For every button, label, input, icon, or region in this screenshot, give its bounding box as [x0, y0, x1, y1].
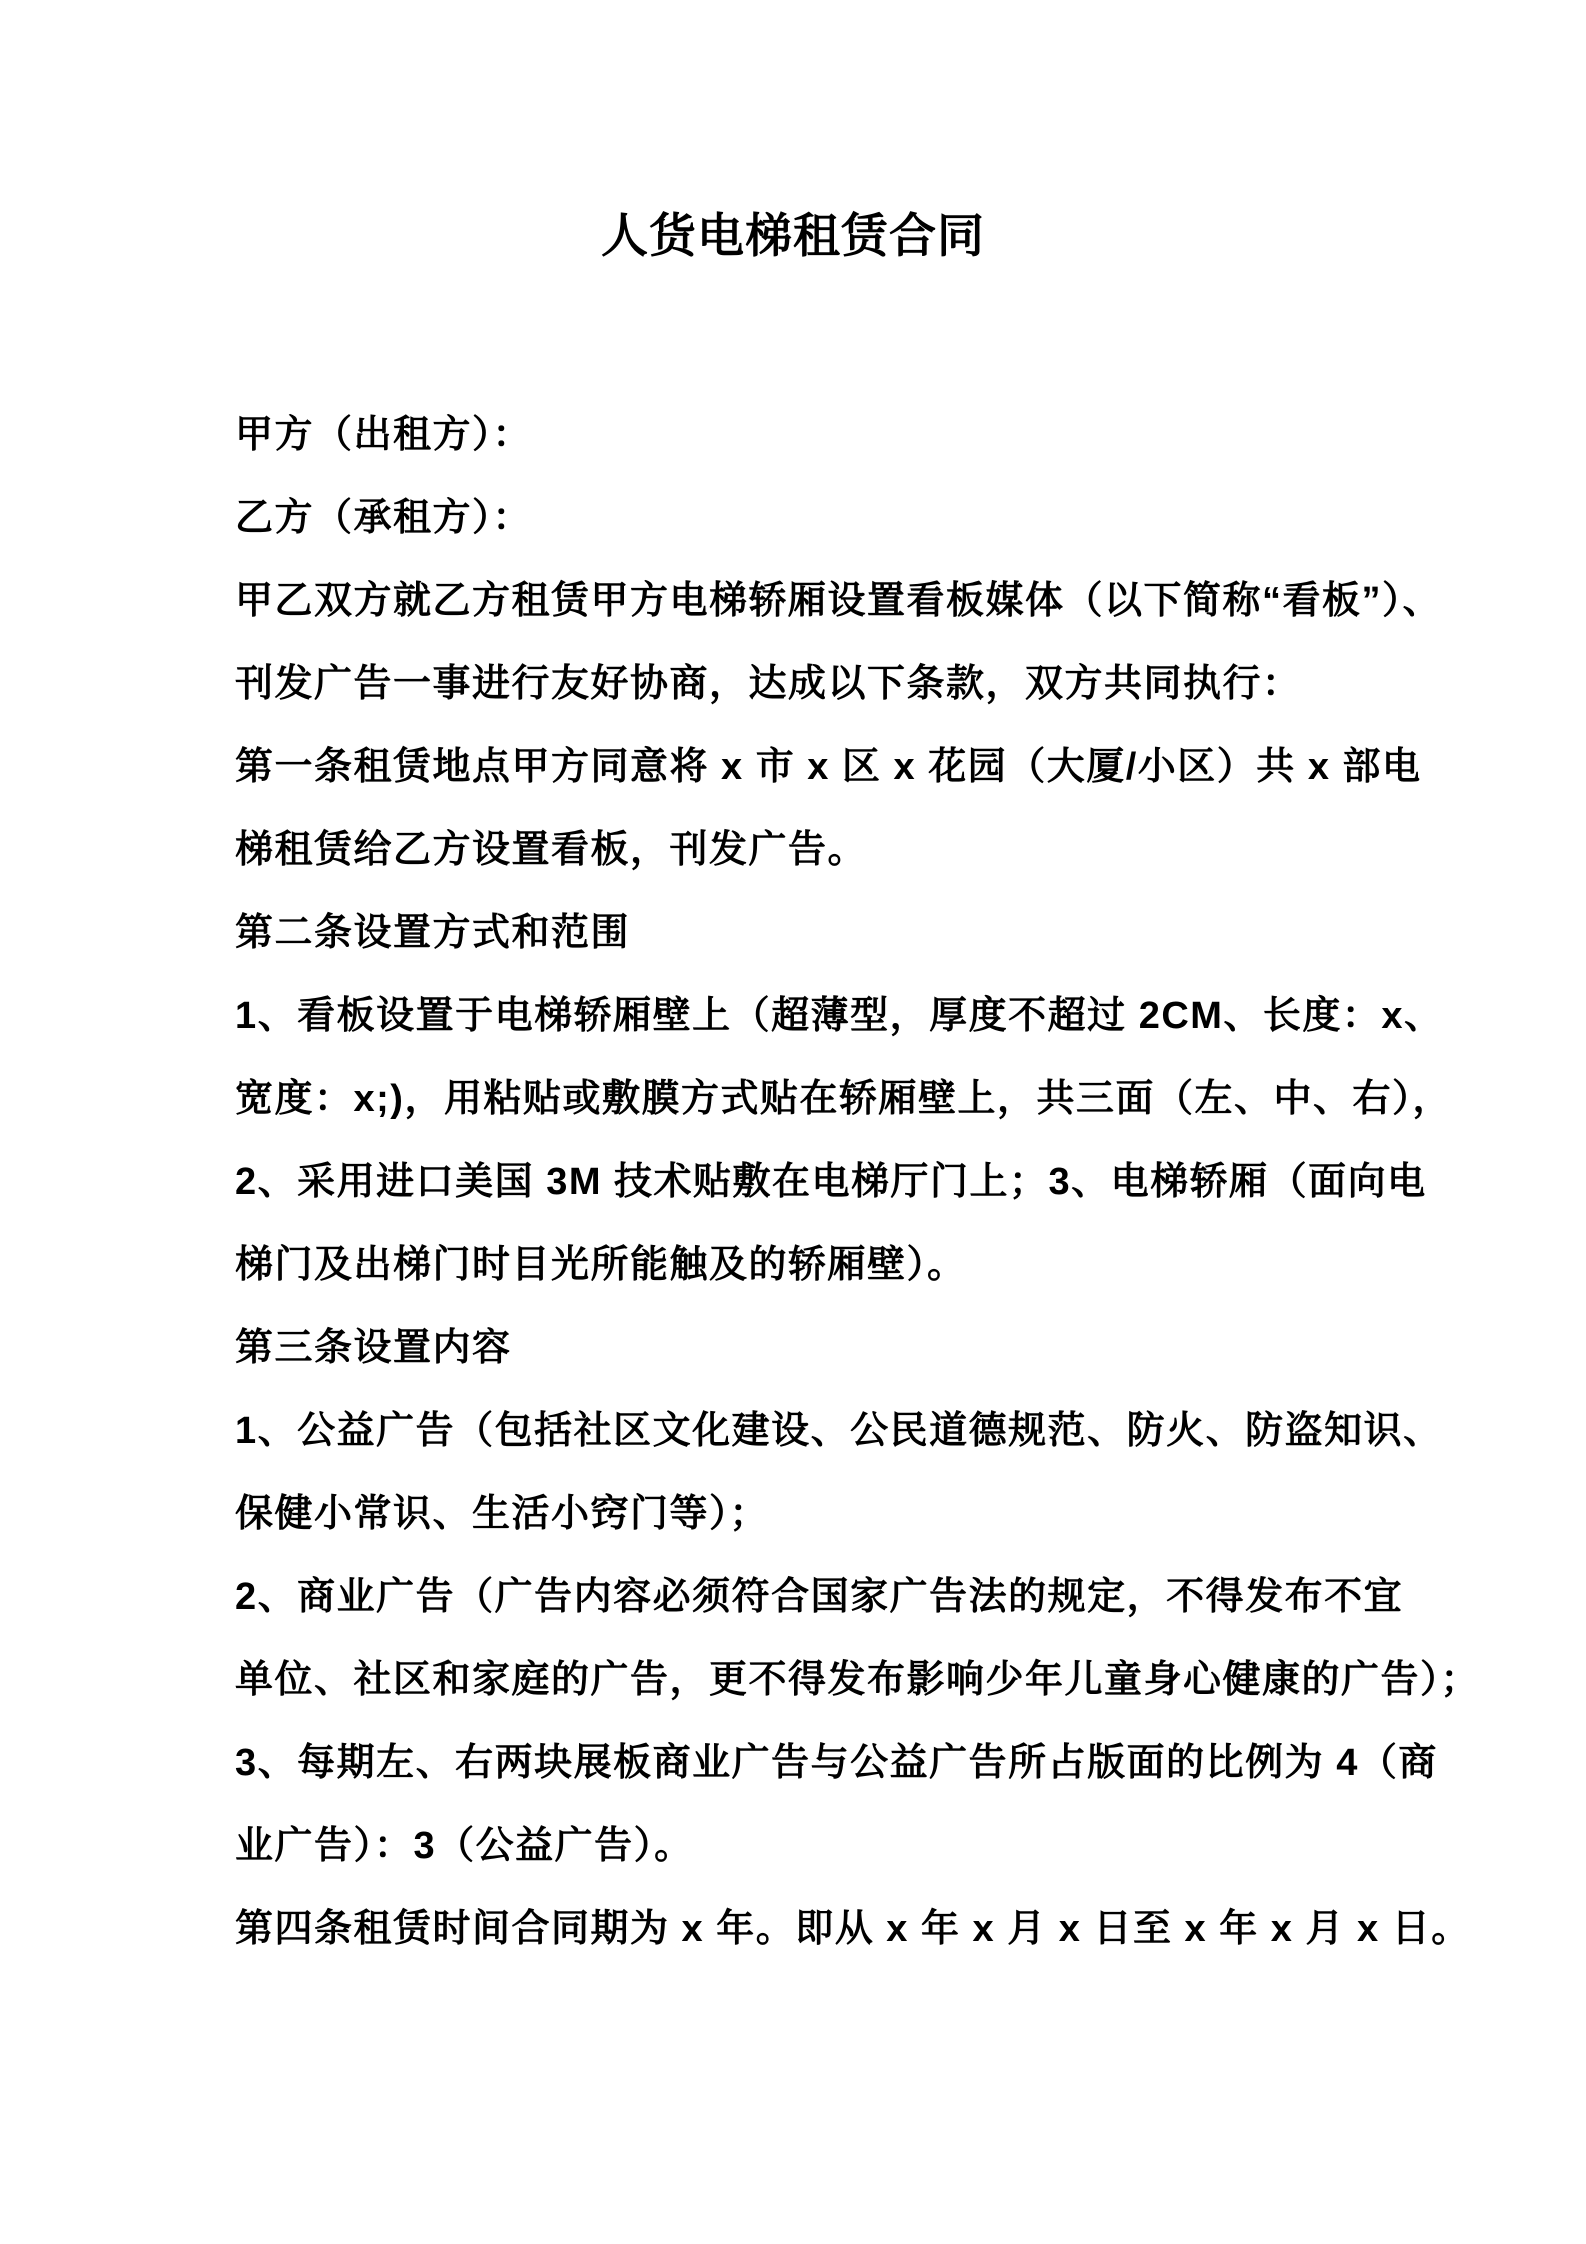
- contract-line: 第三条设置内容: [235, 1327, 512, 1369]
- contract-line: 梯门及出梯门时目光所能触及的轿厢壁）。: [235, 1244, 967, 1286]
- contract-line: 2、商业广告（广告内容必须符合国家广告法的规定，不得发布不宜: [235, 1576, 1404, 1618]
- contract-line: 2、采用进口美国 3M 技术贴敷在电梯厅门上；3、电梯轿厢（面向电: [235, 1161, 1427, 1203]
- contract-line: 业广告）：3（公益广告）。: [235, 1825, 694, 1867]
- contract-line: 单位、社区和家庭的广告，更不得发布影响少年儿童身心健康的广告）；: [235, 1659, 1481, 1701]
- contract-line: 甲乙双方就乙方租赁甲方电梯轿厢设置看板媒体（以下简称“看板”）、: [235, 580, 1443, 622]
- contract-body: [235, 394, 1481, 1971]
- contract-line: 第二条设置方式和范围: [235, 912, 631, 954]
- contract-line: 甲方（出租方）：: [235, 414, 533, 456]
- contract-line: 1、公益广告（包括社区文化建设、公民道德规范、防火、防盗知识、: [235, 1410, 1443, 1452]
- contract-line: 乙方（承租方）：: [235, 497, 533, 539]
- contract-line: 保健小常识、生活小窍门等）；: [235, 1493, 770, 1535]
- contract-line: 宽度：x;)，用粘贴或敷膜方式贴在轿厢壁上，共三面（左、中、右），: [235, 1078, 1452, 1120]
- contract-line: 1、看板设置于电梯轿厢壁上（超薄型，厚度不超过 2CM、长度：x、: [235, 995, 1444, 1037]
- contract-line: 第四条租赁时间合同期为 x 年。即从 x 年 x 月 x 日至 x 年 x 月 x 日。: [235, 1908, 1471, 1950]
- document-title: 人货电梯租赁合同: [601, 209, 985, 262]
- contract-line: 梯租赁给乙方设置看板，刊发广告。: [235, 829, 868, 871]
- contract-line: 第一条租赁地点甲方同意将 x 市 x 区 x 花园（大厦/小区）共 x 部电: [235, 746, 1422, 788]
- contract-line: 刊发广告一事进行友好协商，达成以下条款，双方共同执行：: [235, 663, 1302, 705]
- contract-line: 3、每期左、右两块展板商业广告与公益广告所占版面的比例为 4（商: [235, 1742, 1438, 1784]
